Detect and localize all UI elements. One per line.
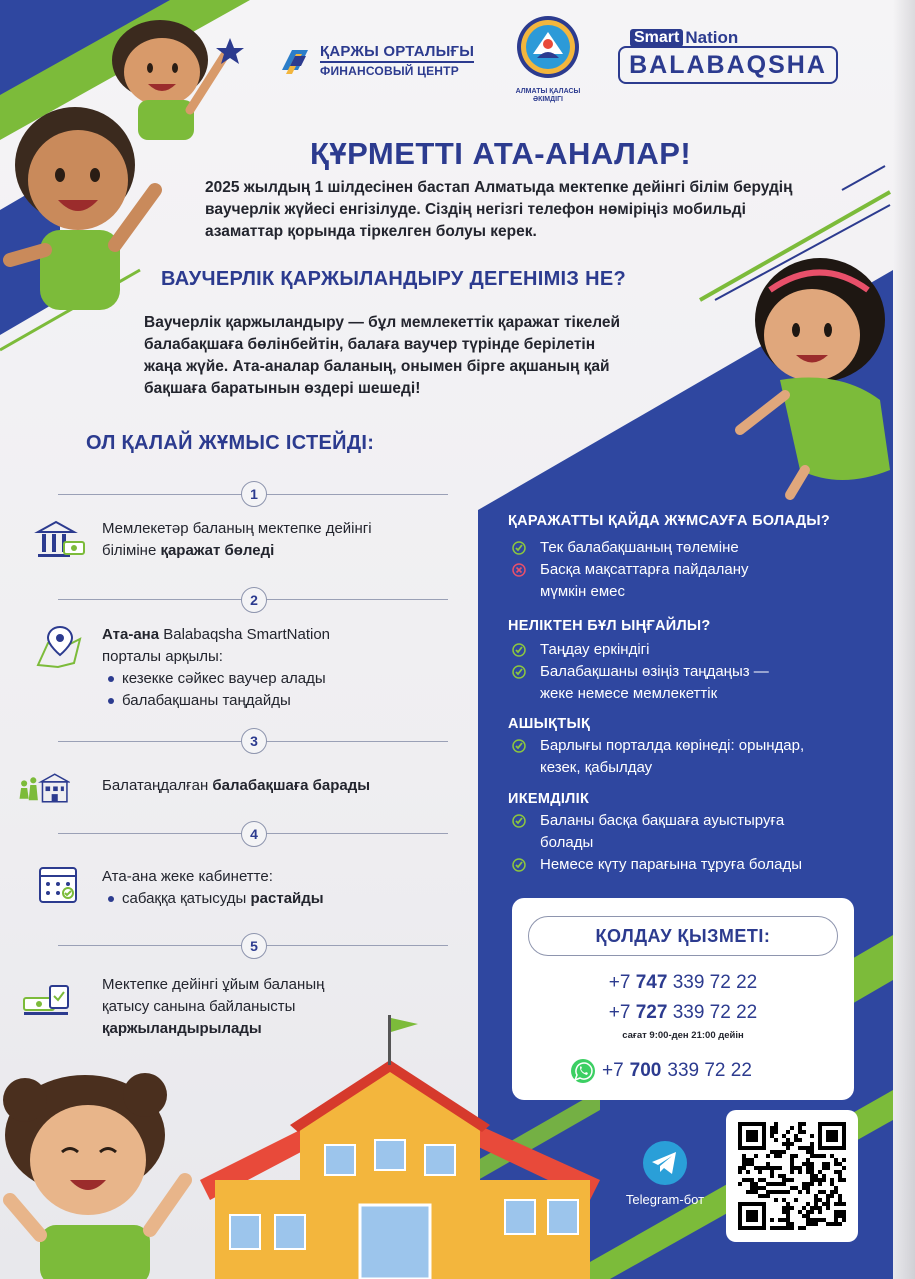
step-5-line2: қатысу санына байланысты bbox=[102, 998, 296, 1015]
step-1-text bbox=[102, 518, 442, 562]
step-2-line2: порталы арқылы: bbox=[102, 648, 223, 665]
why-item-line2: жеке немесе мемлекеттік bbox=[540, 685, 718, 702]
emblem-caption-line1: АЛМАТЫ ҚАЛАСЫ bbox=[515, 88, 581, 95]
support-card bbox=[512, 898, 854, 1100]
step-number-4: 4 bbox=[241, 821, 267, 847]
intro-line: ваучерлік жүйесі енгізілуде. Сіздің негізгі телефон нөміріңіз мобильді bbox=[205, 201, 746, 218]
financial-center-mark-icon bbox=[278, 44, 312, 78]
phone-1-number: 339 72 22 bbox=[672, 972, 758, 993]
support-hours: сағат 9:00-ден 21:00 дейін bbox=[622, 1030, 744, 1041]
where-spend-yes-item bbox=[512, 537, 862, 559]
laptop-money-icon bbox=[20, 980, 72, 1024]
phone-1-prefix: +7 bbox=[608, 972, 631, 993]
check-circle-icon bbox=[512, 858, 526, 872]
where-spend-no-line1: Басқа мақсаттарға пайдалану bbox=[540, 561, 749, 578]
why-item bbox=[512, 639, 862, 661]
qr-code-icon bbox=[738, 1122, 846, 1230]
support-phone-1[interactable] bbox=[512, 972, 854, 994]
step-4-line1: Ата-ана жеке кабинетте: bbox=[102, 868, 273, 885]
intro-line: 2025 жылдың 1 шілдесінен бастап Алматыда мектепке дейінгі білім берудің bbox=[205, 179, 793, 196]
transparency-line2: кезек, қабылдау bbox=[540, 759, 653, 776]
how-it-works-heading: ОЛ ҚАЛАЙ ЖҰМЫС ІСТЕЙДІ: bbox=[86, 432, 375, 454]
step-2-bullet: балабақшаны таңдайды bbox=[102, 690, 442, 712]
step-number-3: 3 bbox=[241, 728, 267, 754]
smartnation-nation-word: Nation bbox=[685, 28, 739, 47]
telegram-bot-label: Telegram-бот bbox=[625, 1192, 705, 1207]
balabaqsha-wordmark: BALABAQSHA bbox=[618, 46, 838, 84]
flexibility-line: Немесе күту парағына тұруға болады bbox=[540, 856, 803, 873]
step-2-line1-bold: Ата-ана bbox=[102, 626, 160, 643]
definition-paragraph bbox=[144, 312, 664, 400]
intro-line: азаматтар қорында тіркелген болуы керек. bbox=[205, 223, 537, 240]
girl-small-illustration bbox=[112, 20, 244, 140]
x-circle-icon bbox=[512, 563, 526, 577]
step-4-bullet-normal: сабаққа қатысуды bbox=[122, 890, 251, 907]
paper-edge-shadow bbox=[893, 0, 915, 1279]
check-circle-icon bbox=[512, 739, 526, 753]
girl-bottom-illustration bbox=[3, 1073, 185, 1279]
step-1-line2-normal: біліміне bbox=[102, 542, 161, 559]
why-item-line1: Балабақшаны өзіңіз таңдаңыз — bbox=[540, 663, 769, 680]
whatsapp-number: 339 72 22 bbox=[667, 1060, 752, 1081]
emblem-caption-line2: ӘКІМДІГІ bbox=[533, 95, 563, 103]
where-spend-yes-text: Тек балабақшаның төлеміне bbox=[540, 539, 739, 556]
step-4-bullets bbox=[102, 888, 442, 910]
whatsapp-code: 700 bbox=[629, 1060, 662, 1081]
step-1-line2-bold: қаражат бөледі bbox=[160, 542, 275, 559]
phone-2-number: 339 72 22 bbox=[672, 1002, 758, 1023]
step-3-line1-bold: балабақшаға барады bbox=[212, 777, 371, 794]
step-2-bullets bbox=[102, 668, 442, 712]
step-2-text bbox=[102, 624, 442, 712]
intro-paragraph bbox=[205, 177, 815, 243]
step-4-bullet bbox=[102, 888, 442, 910]
flexibility-item bbox=[512, 810, 862, 854]
why-convenient-heading: НЕЛІКТЕН БҰЛ ЫҢҒАЙЛЫ? bbox=[508, 618, 711, 634]
check-circle-icon bbox=[512, 541, 526, 555]
almaty-akimat-emblem bbox=[508, 14, 588, 103]
flexibility-item bbox=[512, 854, 862, 876]
step-number-2: 2 bbox=[241, 587, 267, 613]
telegram-bot-link[interactable] bbox=[612, 1140, 718, 1207]
step-3-text bbox=[102, 775, 442, 797]
whatsapp-phone[interactable] bbox=[570, 1058, 752, 1084]
almaty-emblem-icon bbox=[515, 14, 581, 80]
calendar-check-icon bbox=[34, 862, 86, 906]
step-5-line3: қаржыландырылады bbox=[102, 1020, 262, 1037]
step-4-text bbox=[102, 866, 442, 910]
support-phone-2[interactable] bbox=[512, 1002, 854, 1024]
qr-code[interactable] bbox=[726, 1110, 858, 1242]
why-item-text: Таңдау еркіндігі bbox=[540, 641, 650, 658]
step-1-line1: Мемлекетәр баланың мектепке дейінгі bbox=[102, 520, 372, 537]
definition-line: балабақшаға бөлінбейтін, балаға ваучер түрінде берілетін bbox=[144, 336, 596, 353]
family-school-icon bbox=[18, 766, 70, 810]
whatsapp-prefix: +7 bbox=[602, 1060, 624, 1081]
flexibility-line1: Баланы басқа бақшаға ауыстыруға bbox=[540, 812, 785, 829]
map-pin-icon bbox=[34, 625, 86, 669]
flexibility-line2: болады bbox=[540, 834, 594, 851]
step-number-1: 1 bbox=[241, 481, 267, 507]
where-spend-no-item bbox=[512, 559, 862, 603]
phone-2-prefix: +7 bbox=[608, 1002, 631, 1023]
definition-line: Ваучерлік қаржыландыру — бұл мемлекеттік қаражат тікелей bbox=[144, 314, 621, 331]
check-circle-icon bbox=[512, 814, 526, 828]
step-4-bullet-bold: растайды bbox=[250, 890, 324, 907]
smartnation-smart-word: Smart bbox=[630, 29, 683, 47]
smartnation-balabaqsha-logo bbox=[618, 28, 838, 86]
telegram-icon bbox=[642, 1140, 688, 1186]
financial-center-name-ru: ФИНАНСОВЫЙ ЦЕНТР bbox=[320, 64, 459, 79]
step-5-text bbox=[102, 974, 442, 1040]
definition-heading: ВАУЧЕРЛІК ҚАРЖЫЛАНДЫРУ ДЕГЕНІМІЗ НЕ? bbox=[161, 268, 626, 290]
whatsapp-icon bbox=[570, 1058, 596, 1084]
phone-2-code: 727 bbox=[635, 1002, 668, 1023]
step-3-line1-normal: Балатаңдалған bbox=[102, 777, 213, 794]
definition-line: бақшаға баратынын өздері шешеді! bbox=[144, 380, 421, 397]
flexibility-heading: ИКЕМДІЛІК bbox=[508, 791, 590, 807]
why-item bbox=[512, 661, 862, 705]
transparency-line1: Барлығы порталда көрінеді: орындар, bbox=[540, 737, 805, 754]
check-circle-icon bbox=[512, 665, 526, 679]
phone-1-code: 747 bbox=[635, 972, 668, 993]
check-circle-icon bbox=[512, 643, 526, 657]
financial-center-logo bbox=[278, 44, 474, 78]
financial-center-name-kz: ҚАРЖЫ ОРТАЛЫҒЫ bbox=[320, 44, 474, 63]
step-2-bullet: кезекке сәйкес ваучер алады bbox=[102, 668, 442, 690]
where-spend-no-line2: мүмкін емес bbox=[540, 583, 625, 600]
support-title: ҚОЛДАУ ҚЫЗМЕТІ: bbox=[528, 916, 838, 956]
step-number-5: 5 bbox=[241, 933, 267, 959]
where-spend-heading: ҚАРАЖАТТЫ ҚАЙДА ЖҰМСАУҒА БОЛАДЫ? bbox=[508, 513, 831, 529]
page-title: ҚҰРМЕТТІ АТА-АНАЛАР! bbox=[310, 136, 692, 171]
transparency-item bbox=[512, 735, 862, 779]
step-2-line1-normal: Balabaqsha SmartNation bbox=[159, 626, 331, 643]
definition-line: жаңа жүйе. Ата-аналар баланың, онымен бірге ақшаның қай bbox=[144, 358, 610, 375]
transparency-heading: АШЫҚТЫҚ bbox=[508, 716, 591, 732]
bank-money-icon bbox=[34, 518, 86, 562]
step-5-line1: Мектепке дейінгі ұйым баланың bbox=[102, 976, 325, 993]
